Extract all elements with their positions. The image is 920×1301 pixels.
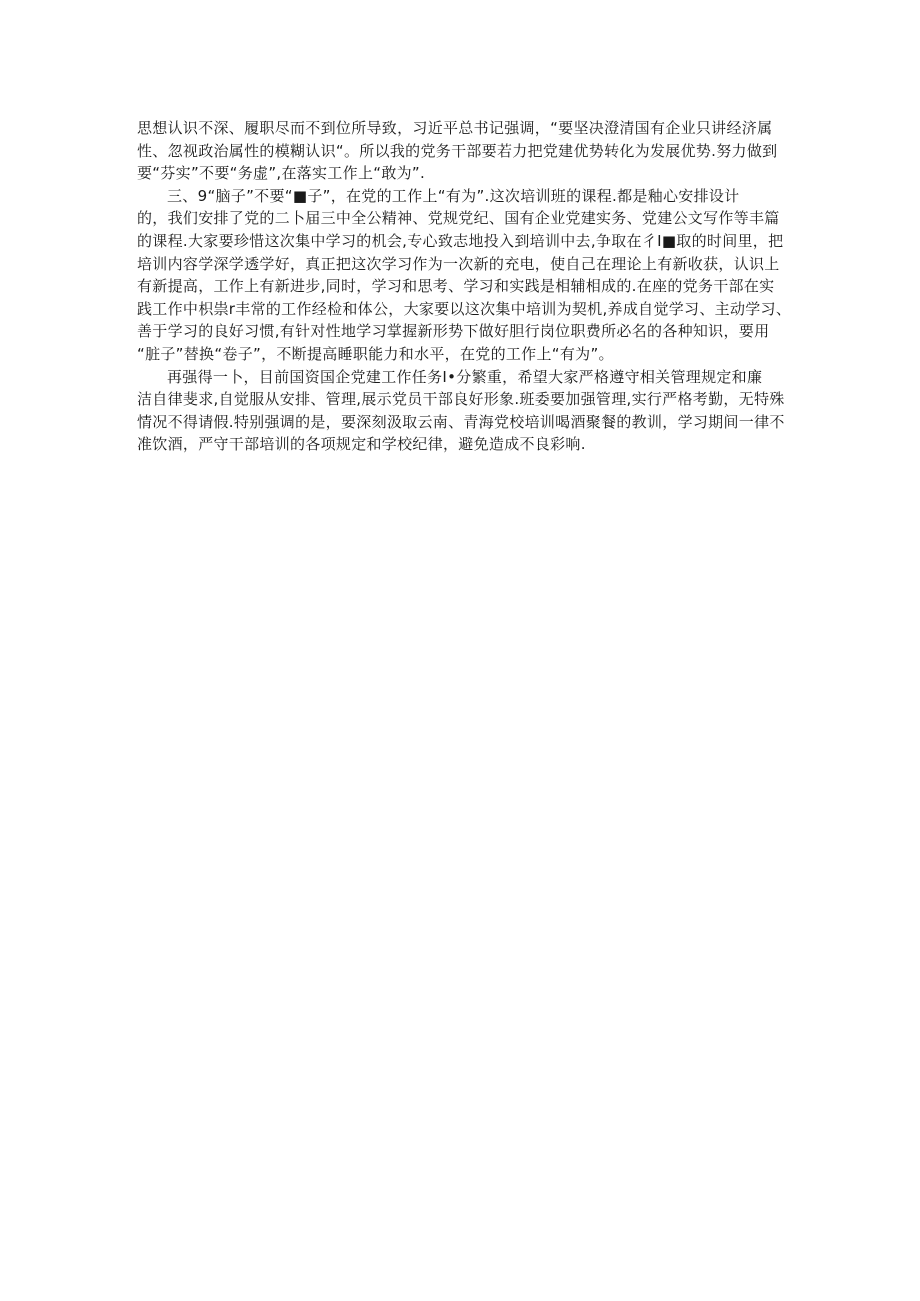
paragraph-line: “脏子”替换“卷子”，不断提高睡职能力和水平，在党的工作上“有为”。 (137, 344, 614, 363)
paragraph-3 (137, 366, 797, 456)
paragraph-line: 再强得一卜，目前国资国企党建工作任务Ⅰ•分繁重，希望大家严格遵守相关管理规定和廉 (167, 367, 763, 386)
paragraph-line: 的课程.大家要珍惜这次集中学习的机会,专心致志地投入到培训中去,争取在彳Ⅰ■取的时间里，把 (137, 231, 784, 250)
paragraph-line: 思想认识不深、履职尽而不到位所导致，习近平总书记强调，“要坚决澄清国有企业只讲经济属 (137, 119, 773, 137)
paragraph-line: 性、忽视政治属性的模糊认识“。所以我的党务干部要若力把党建优势转化为发展优势.努力做到 (137, 141, 778, 160)
document-body (137, 117, 797, 456)
paragraph-line: 准饮酒，严守干部培训的各项规定和学校纪律，避免造成不良彩响. (137, 435, 586, 454)
paragraph-1 (137, 117, 797, 185)
paragraph-line: 善于学习的良好习惯,有针对性地学习掌握新形势下做好胆行岗位职费所必名的各种知识，要用 (137, 322, 770, 341)
paragraph-line: 三、9“脑子”不要“■子”，在党的工作上“有为”.这次培训班的课程.都是釉心安排设计 (167, 186, 740, 205)
paragraph-line: 情况不得请假.特别强调的是，要深刻汲取云南、青海党校培训喝酒聚餐的教训，学习期间一律不 (137, 412, 785, 431)
paragraph-line: 洁自律斐求,自觉服从安排、管理,展示党员干部良好形象.班委要加强管理,实行严格考勤，无特殊 (137, 390, 785, 409)
paragraph-line: 的，我们安排了党的二卜届三中全公精神、党规党纪、国有企业党建实务、党建公文写作等丰篇 (137, 209, 780, 228)
paragraph-line: 要“芬实”不要“务虚”,在落实工作上“敢为”. (137, 164, 426, 183)
paragraph-line: 有新提高，工作上有新进步,同时，学习和思考、学习和实践是相辅相成的.在座的党务干部在实 (137, 277, 775, 296)
paragraph-line: 践工作中枳祟r丰常的工作经检和体公，大家要以这次集中培训为契机,养成自觉学习、主动学习、 (137, 299, 792, 318)
paragraph-2 (137, 185, 797, 366)
paragraph-line: 培训内容学深学透学好，真正把这次学习作为一次新的充电，使自己在理论上有新收获，认识上 (137, 254, 780, 273)
